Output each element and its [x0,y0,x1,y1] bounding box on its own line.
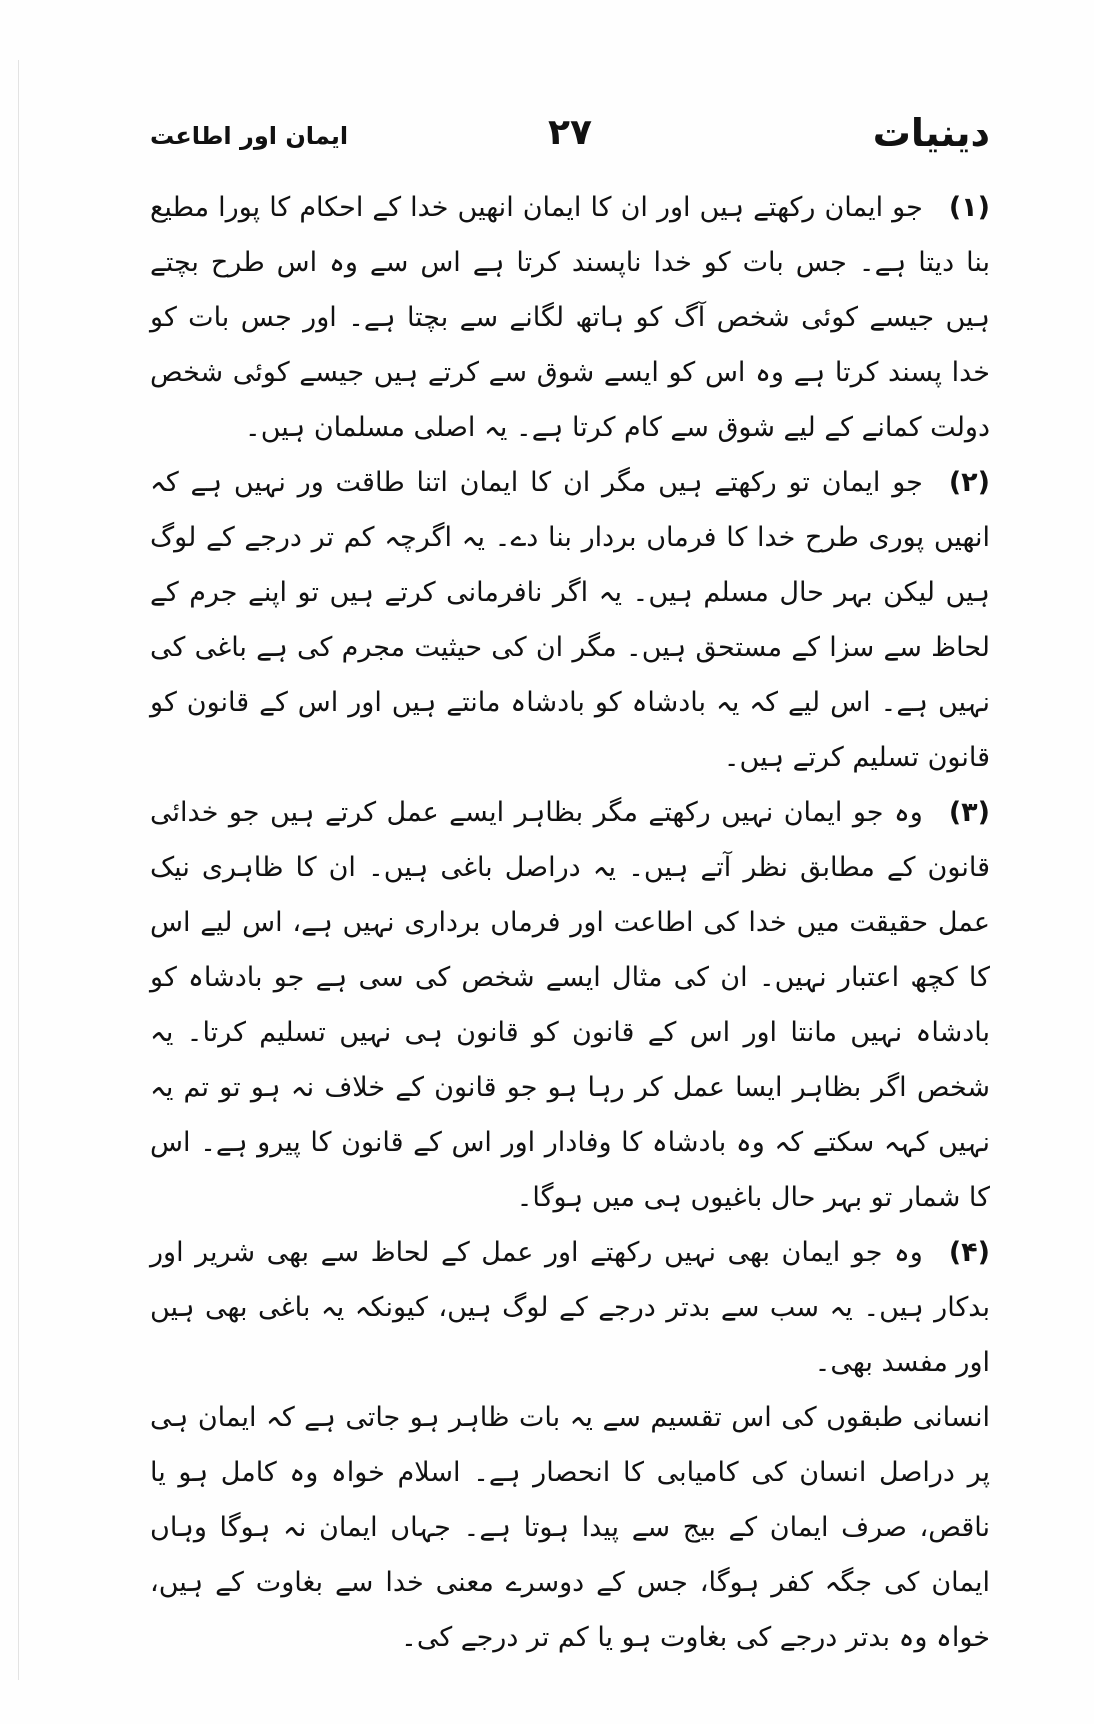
body-text [150,180,990,1665]
paragraph-text: جو ایمان تو رکھتے ہیں مگر ان کا ایمان اتنا طاقت ور نہیں ہے کہ انھیں پوری طرح خدا کا فرماں بردار بنا دے۔ یہ اگرچہ کم تر درجے کے لوگ ہیں لیکن بہر حال مسلم ہیں۔ یہ اگر نافرمانی کرتے ہیں تو اپنے جرم کے لحاظ سے سزا کے مستحق ہیں۔ مگر ان کی حیثیت مجرم کی ہے باغی کی نہیں ہے۔ اس لیے کہ یہ بادشاہ کو بادشاہ مانتے ہیں اور اس کے قانون کو قانون تسلیم کرتے ہیں۔ [150,467,990,773]
paragraph-number: (۴) [948,1237,990,1268]
conclusion-paragraph [150,1390,990,1665]
paragraph-4 [150,1225,990,1390]
paragraph-number: (۲) [948,467,990,498]
paragraph-2 [150,455,990,785]
gutter-line [18,60,19,1680]
paragraph-number: (۳) [948,797,990,828]
paragraph-text: انسانی طبقوں کی اس تقسیم سے یہ بات ظاہر ہو جاتی ہے کہ ایمان ہی پر دراصل انسان کی کامیابی کا انحصار ہے۔ اسلام خواہ وہ کامل ہو یا ناقص، صرف ایمان کے بیج سے پیدا ہوتا ہے۔ جہاں ایمان نہ ہوگا وہاں ایمان کی جگہ کفر ہوگا، جس کے دوسرے معنی خدا سے بغاوت کے ہیں، خواہ وہ بدتر درجے کی بغاوت ہو یا کم تر درجے کی۔ [150,1402,990,1653]
paragraph-number: (۱) [948,192,990,223]
paragraph-text: جو ایمان رکھتے ہیں اور ان کا ایمان انھیں خدا کے احکام کا پورا مطیع بنا دیتا ہے۔ جس بات کو خدا ناپسند کرتا ہے اس سے وہ اس طرح بچتے ہیں جیسے کوئی شخص آگ کو ہاتھ لگانے سے بچتا ہے۔ اور جس بات کو خدا پسند کرتا ہے وہ اس کو ایسے شوق سے کرتے ہیں جیسے کوئی شخص دولت کمانے کے لیے شوق سے کام کرتا ہے۔ یہ اصلی مسلمان ہیں۔ [150,192,990,443]
paragraph-3 [150,785,990,1225]
page-number: ۲۷ [548,112,592,153]
book-title: دینیات [872,111,990,155]
paragraph-text: وہ جو ایمان بھی نہیں رکھتے اور عمل کے لحاظ سے بھی شریر اور بدکار ہیں۔ یہ سب سے بدتر درجے کے لوگ ہیں، کیونکہ یہ باغی بھی ہیں اور مفسد بھی۔ [150,1237,990,1378]
paragraph-text: وہ جو ایمان نہیں رکھتے مگر بظاہر ایسے عمل کرتے ہیں جو خدائی قانون کے مطابق نظر آتے ہیں۔ یہ دراصل باغی ہیں۔ ان کا ظاہری نیک عمل حقیقت میں خدا کی اطاعت اور فرماں برداری نہیں ہے، اس لیے اس کا کچھ اعتبار نہیں۔ ان کی مثال ایسے شخص کی سی ہے جو بادشاہ کو بادشاہ نہیں مانتا اور اس کے قانون کو قانون ہی نہیں تسلیم کرتا۔ یہ شخص اگر بظاہر ایسا عمل کر رہا ہو جو قانون کے خلاف نہ ہو تو تم یہ نہیں کہہ سکتے کہ وہ بادشاہ کا وفادار اور اس کے قانون کا پیرو ہے۔ اس کا شمار تو بہر حال باغیوں ہی میں ہوگا۔ [150,797,990,1213]
page-header [150,108,990,168]
paragraph-1 [150,180,990,455]
chapter-title: ایمان اور اطاعت [150,122,349,150]
